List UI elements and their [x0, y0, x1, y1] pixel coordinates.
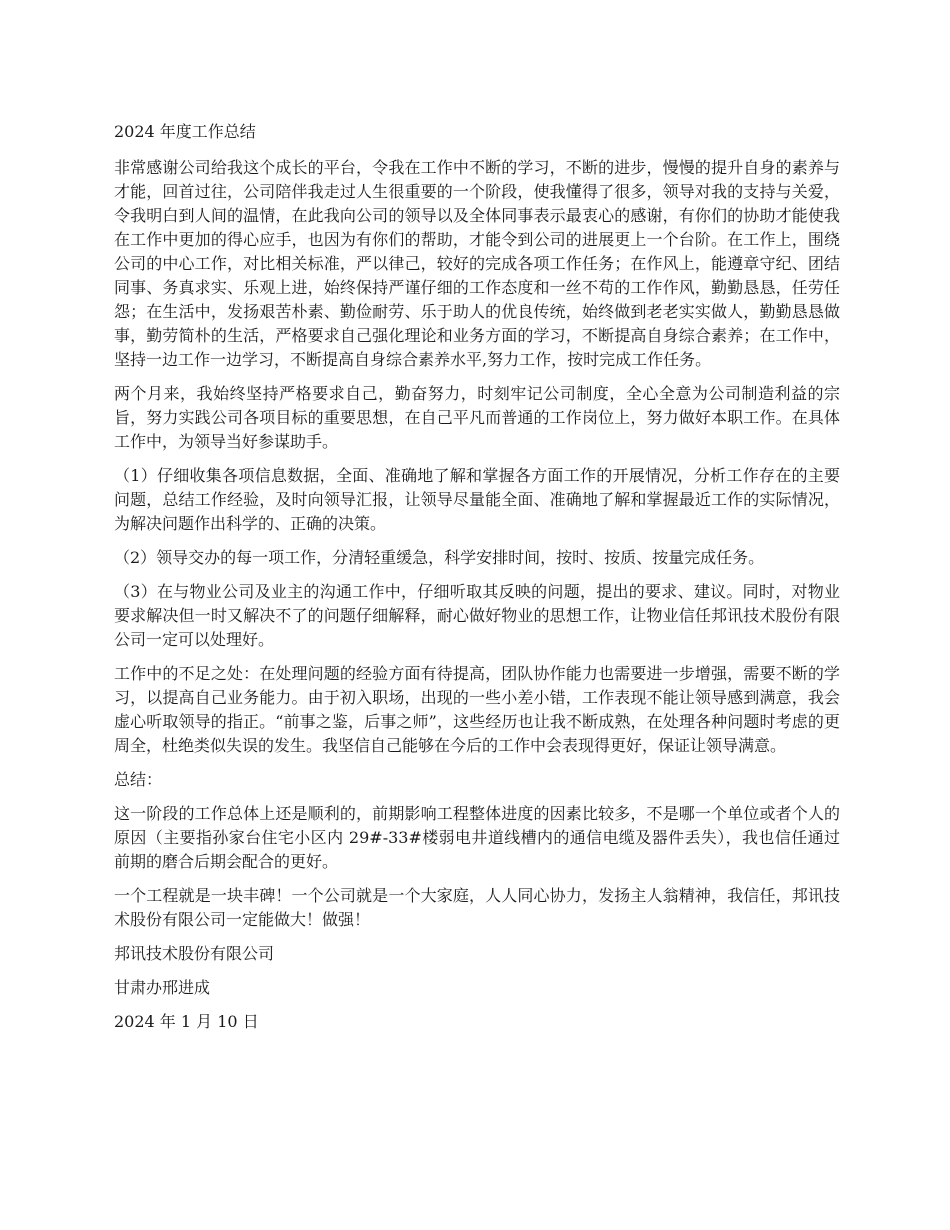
paragraph-two-months: 两个月来，我始终坚持严格要求自己，勤奋努力，时刻牢记公司制度，全心全意为公司制造利益的宗旨，努力实践公司各项目标的重要思想，在自己平凡而普通的工作岗位上，努力做好本职工作。在具体工作中，为领导当好参谋助手。	[114, 384, 840, 451]
paragraph-item-3: （3）在与物业公司及业主的沟通工作中，仔细听取其反映的问题，提出的要求、建议。同时，对物业要求解决但一时又解决不了的问题仔细解释，耐心做好物业的思想工作，让物业信任邦讯技术股份有限公司一定可以处理好。	[114, 582, 840, 649]
paragraph-shortcomings: 工作中的不足之处：在处理问题的经验方面有待提高，团队协作能力也需要进一步增强，需要不断的学习，以提高自己业务能力。由于初入职场，出现的一些小差小错，工作表现不能让领导感到满意，我会虚心听取领导的指正。“前事之鉴，后事之师”，这些经历也让我不断成熟，在处理各种问题时考虑的更周全，杜绝类似失误的发生。我坚信自己能够在今后的工作中会表现得更好，保证让领导满意。	[114, 664, 840, 755]
summary-heading: 总结：	[114, 770, 163, 789]
document-page	[114, 120, 840, 1044]
signature-department: 甘肃办邢进成	[114, 978, 211, 997]
signature-company: 邦讯技术股份有限公司	[114, 944, 275, 963]
paragraph-closing: 一个工程就是一块丰碑！一个公司就是一个大家庭，人人同心协力，发扬主人翁精神，我信任，邦讯技术股份有限公司一定能做大！做强！	[114, 886, 840, 929]
paragraph-item-2: （2）领导交办的每一项工作，分清轻重缓急，科学安排时间，按时、按质、按量完成任务。	[114, 548, 765, 567]
paragraph-intro: 非常感谢公司给我这个成长的平台，令我在工作中不断的学习，不断的进步，慢慢的提升自身的素养与才能，回首过往，公司陪伴我走过人生很重要的一个阶段，使我懂得了很多，领导对我的支持与关爱，令我明白到人间的温情，在此我向公司的领导以及全体同事表示最衷心的感谢，有你们的协助才能使我在工作中更加的得心应手，也因为有你们的帮助，才能令到公司的进展更上一个台阶。在工作上，围绕公司的中心工作，对比相关标准，严以律己，较好的完成各项工作任务；在作风上，能遵章守纪、团结同事、务真求实、乐观上进，始终保持严谨仔细的工作态度和一丝不苟的工作作风，勤勤恳恳，任劳任怨；在生活中，发扬艰苦朴素、勤俭耐劳、乐于助人的优良传统，始终做到老老实实做人，勤勤恳恳做事，勤劳简朴的生活，严格要求自己强化理论和业务方面的学习，不断提高自身综合素养；在工作中，坚持一边工作一边学习，不断提高自身综合素养水平,努力工作，按时完成工作任务。	[114, 158, 840, 369]
document-title: 2024 年度工作总结	[114, 122, 256, 141]
paragraph-item-1: （1）仔细收集各项信息数据，全面、准确地了解和掌握各方面工作的开展情况，分析工作存在的主要问题，总结工作经验，及时向领导汇报，让领导尽量能全面、准确地了解和掌握最近工作的实际情况，为解决问题作出科学的、正确的决策。	[114, 466, 840, 533]
paragraph-summary: 这一阶段的工作总体上还是顺利的，前期影响工程整体进度的因素比较多，不是哪一个单位或者个人的原因（主要指孙家台住宅小区内 29#-33#楼弱电井道线槽内的通信电缆及器件丢失），我也信任通过前期的磨合后期会配合的更好。	[114, 804, 840, 871]
signature-date: 2024 年 1 月 10 日	[114, 1012, 259, 1031]
